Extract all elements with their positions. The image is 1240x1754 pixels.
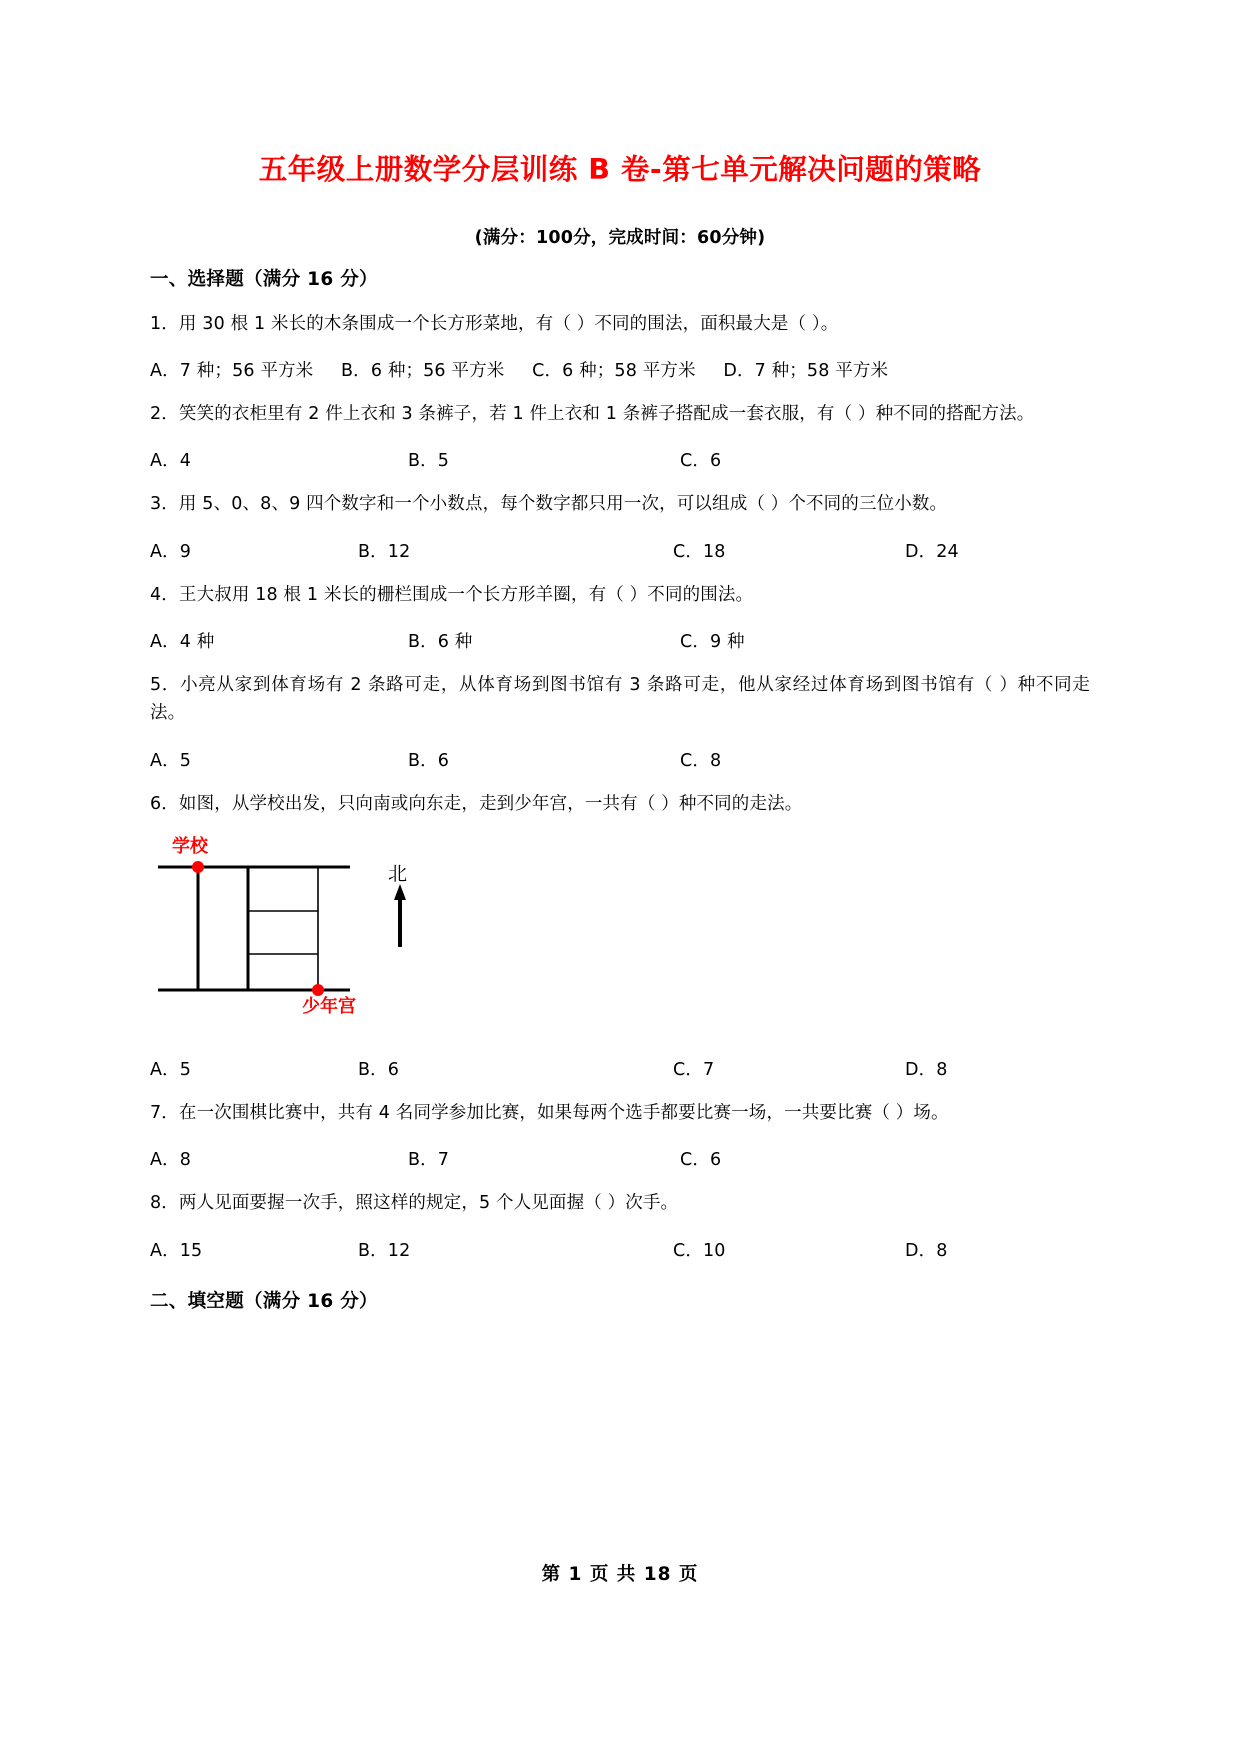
option-7-a[interactable]: A．8 — [150, 1150, 192, 1171]
option-6-c[interactable]: C．7 — [673, 1060, 715, 1081]
question-2-text: 2．笑笑的衣柜里有 2 件上衣和 3 条裤子，若 1 件上衣和 1 条裤子搭配成一套衣服，有（ ）种不同的搭配方法。 — [150, 403, 1035, 424]
question-1-options — [150, 357, 1090, 381]
option-8-a[interactable]: A．15 — [150, 1240, 203, 1261]
question-3-options — [150, 538, 1090, 562]
figure-north-label: 北 — [388, 863, 408, 886]
option-1-c[interactable]: C．6 种；58 平方米 — [532, 360, 696, 381]
exam-subtitle: (满分：100分，完成时间：60分钟) — [474, 227, 766, 248]
school-marker-dot — [192, 861, 204, 873]
option-3-a[interactable]: A．9 — [150, 541, 192, 562]
question-8-text: 8．两人见面要握一次手，照这样的规定，5 个人见面握（ ）次手。 — [150, 1193, 679, 1214]
option-2-a[interactable]: A．4 — [150, 451, 192, 472]
option-6-b[interactable]: B．6 — [358, 1060, 400, 1081]
figure-destination-label: 少年宫 — [302, 996, 356, 1018]
option-3-d[interactable]: D．24 — [905, 541, 959, 562]
option-4-a[interactable]: A．4 种 — [150, 632, 215, 652]
option-6-d[interactable]: D．8 — [905, 1060, 948, 1081]
option-7-b[interactable]: B．7 — [408, 1150, 450, 1171]
option-5-a[interactable]: A．5 — [150, 750, 192, 771]
option-1-b[interactable]: B．6 种；56 平方米 — [341, 360, 505, 381]
question-5-text: 5．小亮从家到体育场有 2 条路可走，从体育场到图书馆有 3 条路可走，他从家经过体育场到图书馆有（ ）种不同走法。 — [150, 675, 1090, 724]
question-8-options — [150, 1237, 1090, 1261]
question-7-text: 7．在一次围棋比赛中，共有 4 名同学参加比赛，如果每两个选手都要比赛一场，一共要比赛（ ）场。 — [150, 1103, 949, 1124]
figure-school-label: 学校 — [172, 836, 208, 858]
option-8-c[interactable]: C．10 — [673, 1240, 726, 1261]
page-footer: 第 1 页 共 18 页 — [541, 1564, 699, 1585]
option-4-b[interactable]: B．6 种 — [408, 632, 473, 652]
question-4-options — [150, 628, 1090, 652]
question-2-options — [150, 447, 1090, 471]
option-7-c[interactable]: C．6 — [680, 1150, 722, 1171]
section-heading-choice: 一、选择题（满分 16 分） — [150, 268, 378, 290]
option-6-a[interactable]: A．5 — [150, 1060, 192, 1081]
option-8-d[interactable]: D．8 — [905, 1240, 948, 1261]
question-6-options — [150, 1056, 1090, 1080]
option-3-b[interactable]: B．12 — [358, 541, 411, 562]
option-5-b[interactable]: B．6 — [408, 750, 450, 771]
question-4-text: 4．王大叔用 18 根 1 米长的栅栏围成一个长方形羊圈，有（ ）不同的围法。 — [150, 584, 754, 605]
question-1-text: 1．用 30 根 1 米长的木条围成一个长方形菜地，有（ ）不同的围法，面积最大是（ ）。 — [150, 313, 839, 334]
question-6-figure — [150, 832, 1090, 1037]
option-2-c[interactable]: C．6 — [680, 451, 722, 472]
option-1-d[interactable]: D．7 种；58 平方米 — [723, 360, 889, 381]
option-1-a[interactable]: A．7 种；56 平方米 — [150, 360, 314, 381]
question-7-options — [150, 1146, 1090, 1170]
page-title: 五年级上册数学分层训练 B 卷-第七单元解决问题的策略 — [258, 153, 982, 186]
option-8-b[interactable]: B．12 — [358, 1240, 411, 1261]
option-5-c[interactable]: C．8 — [680, 750, 722, 771]
option-2-b[interactable]: B．5 — [408, 451, 450, 472]
question-5-options — [150, 747, 1090, 771]
question-3-text: 3．用 5、0、8、9 四个数字和一个小数点，每个数字都只用一次，可以组成（ ）个不同的三位小数。 — [150, 494, 948, 515]
option-3-c[interactable]: C．18 — [673, 541, 726, 562]
question-6-text: 6．如图，从学校出发，只向南或向东走，走到少年宫，一共有（ ）种不同的走法。 — [150, 793, 803, 814]
option-4-c[interactable]: C．9 种 — [680, 632, 745, 652]
section-heading-fill-blank: 二、填空题（满分 16 分） — [150, 1290, 378, 1312]
